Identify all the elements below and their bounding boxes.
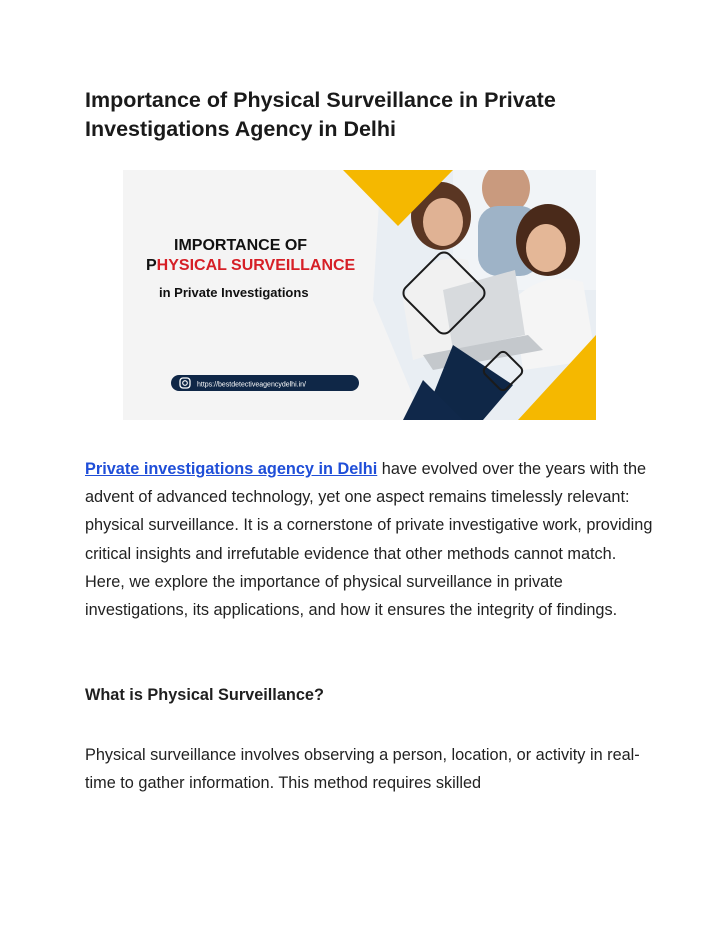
section-paragraph: Physical surveillance involves observing a person, location, or activity in real-time to gather information. This method requires skilled	[85, 746, 640, 793]
banner-headline-line3: in Private Investigations	[159, 285, 309, 300]
svg-text:PHYSICAL SURVEILLANCE	[146, 257, 356, 274]
intro-text: have evolved over the years with the advent of advanced technology, yet one aspect remains timelessly relevant: physical surveillance. It is a cornerstone of private investigative work, providing critical insights and irrefutable evidence that other methods cannot match. Here, we explore the importance of physical surveillance in private investigations, its applications, and how it ensures the integrity of findings.	[85, 460, 653, 620]
intro-paragraph	[85, 455, 655, 624]
url-pill	[171, 375, 359, 391]
section-heading: What is Physical Surveillance?	[85, 686, 324, 704]
banner-headline-line2: HYSICAL SURVEILLANCE	[156, 257, 356, 274]
article-banner-image	[123, 170, 596, 420]
agency-link[interactable]: Private investigations agency in Delhi	[85, 460, 378, 478]
banner-headline-first-letter: P	[146, 257, 157, 274]
page-title: Importance of Physical Surveillance in Private Investigations Agency in Delhi	[85, 88, 556, 141]
banner-headline-line1: IMPORTANCE OF	[174, 237, 308, 254]
url-pill-text: https://bestdetectiveagencydelhi.in/	[197, 381, 306, 389]
banner-graphic	[123, 170, 596, 420]
